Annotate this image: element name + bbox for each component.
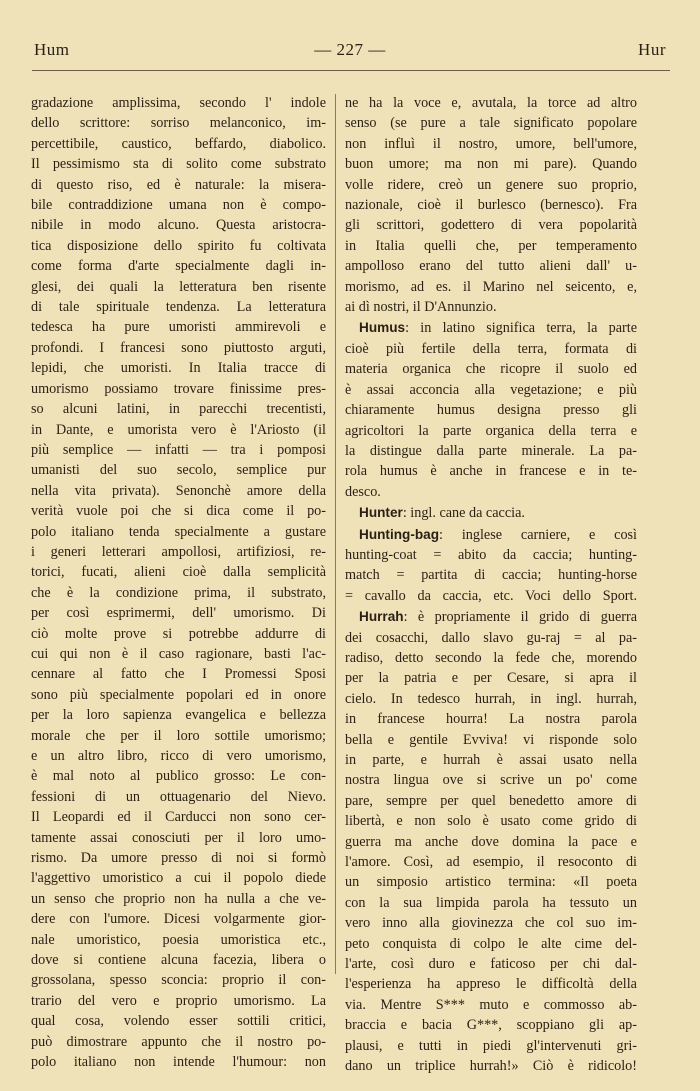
humour-entry-continuation xyxy=(31,93,326,1073)
text-line: è assai acconcia alla vegetazione; e più xyxy=(345,381,637,398)
text-line: = cavallo da caccia, etc. Voci dello Sport. xyxy=(345,587,637,604)
text-line: gli scrittori, godettero di vera popolarità xyxy=(345,217,637,234)
text-line: agricoltori la parte organica della terra e xyxy=(345,422,637,439)
text-line: plausi, e tutti in piedi gl'intervenuti gri- xyxy=(345,1037,637,1054)
text-line: cioè più fertile della terra, formata di xyxy=(345,340,637,357)
text-line: peto conquista di colpo le alte cime del- xyxy=(345,935,637,952)
text-line: grossolana, spesso sconcia: proprio il con- xyxy=(31,972,326,989)
text-line: rismo. Da umore presso di noi si formò xyxy=(31,850,326,867)
text-line: in francese hourra! La nostra parola xyxy=(345,711,637,728)
text-line: via. Mentre S*** muto e commosso ab- xyxy=(345,996,637,1013)
text-line: per così esprimermi, dell' umorismo. Di xyxy=(31,605,326,622)
text-line: i generi letterari ampollosi, artifiziosi, re- xyxy=(31,543,326,560)
text-line: guerra ma anche dove domina la pace e xyxy=(345,833,637,850)
page-number: — 227 — xyxy=(314,40,386,59)
text-line: e un altro libro, ricco di vero umorismo, xyxy=(31,748,326,764)
text-line: polo italiano non intende l'humour: non xyxy=(31,1054,326,1071)
text-line: dove si contiene alcuna facezia, libera o xyxy=(31,952,326,969)
text-line: un senso che proprio non ha nulla a che ve- xyxy=(31,890,326,907)
entry-hunting-bag xyxy=(345,525,637,607)
text-line: ne ha la voce e, avutala, la torce ad altro xyxy=(345,95,637,111)
humour-entry-end xyxy=(345,93,637,317)
text-line: non influì il nostro, umore, bell'umore, xyxy=(345,135,637,152)
text-line: che è la condizione prima, il substrato, xyxy=(31,584,326,601)
headword: Humus xyxy=(359,320,406,336)
entry-humus xyxy=(345,318,637,502)
text-line: sono più specialmente popolari ed in onore xyxy=(31,686,326,703)
text-line: qual cosa, volendo esser sottili critici, xyxy=(31,1013,326,1030)
text-line: dano un triplice hurrah!» Ciò è ridicolo! xyxy=(345,1058,637,1075)
text-line: materia organica che ricopre il suolo ed xyxy=(345,361,637,378)
text-line: un simposio artistico termina: «Il poeta xyxy=(345,874,637,891)
text-line: più semplice — infatti — tra i pomposi xyxy=(31,441,326,458)
text-line: ampolloso erano del tutto alieni dall' u- xyxy=(345,258,637,275)
text-line: Il Leopardi ed il Carducci non sono cer- xyxy=(31,809,326,826)
headword: Hurrah xyxy=(359,609,404,625)
text-line: desco. xyxy=(345,483,381,500)
text-line: la distingue dalla parte minerale. La pa- xyxy=(345,442,637,459)
text-line: lepidi, che umoristi. In Italia tracce di xyxy=(31,360,326,377)
left-column xyxy=(31,93,326,1073)
text-line: l'arte, così duro e faticoso per chi dal- xyxy=(345,956,637,973)
text-line: cielo. In tedesco hurrah, in ingl. hurrah, xyxy=(345,690,637,707)
text-line: con la sua limpida parola ha tessuto un xyxy=(345,894,637,911)
text-line: rola humus è anche in francese e in te- xyxy=(345,463,637,480)
text-line: Hunter: ingl. cane da caccia. xyxy=(359,505,525,522)
text-line: vero inno alla giovinezza che col suo im- xyxy=(345,915,637,932)
text-line: come forma d'arte specialmente dagli in- xyxy=(31,258,326,275)
header-rule xyxy=(32,70,670,71)
text-line: dere con l'umore. Dicesi volgarmente gior- xyxy=(31,911,326,928)
text-line: gradazione amplissima, secondo l' indole xyxy=(31,95,326,111)
text-line: Humus: in latino significa terra, la parte xyxy=(359,320,637,337)
text-line: senso (se pure a tale significato popolare xyxy=(345,115,637,132)
running-head-left: Hum xyxy=(34,40,70,59)
text-line: chiaramente humus designa presso gli xyxy=(345,402,637,419)
text-line: tica disposizione dello spirito fu coltivata xyxy=(31,237,326,254)
text-line: match = partita di caccia; hunting-horse xyxy=(345,567,637,584)
text-line: l'amore. Così, ad esempio, il resoconto di xyxy=(345,854,637,871)
text-line: dei cosacchi, dallo slavo gu-raj = al pa- xyxy=(345,629,637,646)
entry-hurrah xyxy=(345,607,637,1076)
text-line: per la patria e per Cesare, si apra il xyxy=(345,670,637,687)
text-line: hunting-coat = abito da caccia; hunting- xyxy=(345,546,637,563)
text-line: volle ridere, creò un genere suo proprio, xyxy=(345,176,637,193)
text-line: radiso, detto secondo la fede che, morendo xyxy=(345,649,637,666)
text-line: profondi. I francesi sono piuttosto arguti, xyxy=(31,339,326,356)
text-line: per la loro sapienza evangelica e bellezza xyxy=(31,707,326,724)
running-head-right: Hur xyxy=(638,40,666,59)
text-line: polo italiano tenda specialmente a gustare xyxy=(31,523,326,540)
text-line: pare, sempre per quel benedetto amore di xyxy=(345,792,637,809)
text-line: tamente assai conosciuti per il loro umo- xyxy=(31,829,326,846)
text-line: morismo, ad es. il Marino nel seicento, e, xyxy=(345,278,637,295)
text-line: verità vuole poi che si dica come il po- xyxy=(31,503,326,520)
text-line: Il pessimismo sta di solito come substrato xyxy=(31,156,326,173)
text-line: di questo riso, ed è naturale: la misera- xyxy=(31,176,326,193)
text-line: è mal noto al publico grosso: Le con- xyxy=(31,768,326,785)
text-line: ai dì nostri, il D'Annunzio. xyxy=(345,299,497,316)
text-line: nella vita privata). Senonchè amore della xyxy=(31,482,326,499)
text-line: tedesca ha pure umoristi ammirevoli e xyxy=(31,319,326,336)
text-line: torici, fucati, alieni cioè dalla semplicità xyxy=(31,564,326,581)
headword: Hunting-bag xyxy=(359,526,440,542)
text-line: può dimostrare appunto che il nostro po- xyxy=(31,1033,326,1050)
text-line: so alcuni latini, in parecchi trecentisti, xyxy=(31,401,326,418)
text-line: morale che per il loro sottile umorismo; xyxy=(31,727,326,744)
text-line: bella e gentile Evviva! vi risponde solo xyxy=(345,731,637,748)
text-line: braccia e bacia G***, scoppiano gli ap- xyxy=(345,1017,637,1034)
text-line: in Dante, e umorista vero è l'Ariosto (il xyxy=(31,421,326,438)
text-line: in parte, e hurrah è assai usato nella xyxy=(345,752,637,768)
text-line: nostra lingua ove si scrive un po' come xyxy=(345,772,637,789)
text-line: buon umore; ma non mi pare). Quando xyxy=(345,156,637,173)
text-line: fessioni di un ottuagenario del Nievo. xyxy=(31,788,326,805)
text-line: cennare al fatto che I Promessi Sposi xyxy=(31,666,326,683)
text-line: di tale spirituale tendenza. La letteratura xyxy=(31,299,326,316)
text-line: libertà, e non solo è usato come grido di xyxy=(345,813,637,830)
text-line: nale umoristico, poesia umoristica etc., xyxy=(31,931,326,948)
text-line: umanisti del suo secolo, semplice pur xyxy=(31,462,326,479)
text-line: Hurrah: è propriamente il grido di guerra xyxy=(359,609,637,626)
right-column xyxy=(345,93,637,1077)
text-line: l'aggettivo umoristico a cui il popolo diede xyxy=(31,870,326,887)
text-line: nazionale, cioè il burlesco (bernesco). Fra xyxy=(345,197,637,214)
column-divider xyxy=(335,94,336,974)
text-line: l'esperienza ha appreso le difficoltà della xyxy=(345,976,637,993)
text-line: nibile in modo alcuno. Questa aristocra- xyxy=(31,217,326,234)
text-line: percettibile, caustico, beffardo, diabolico. xyxy=(31,135,326,152)
text-line: in Italia quelli che, per temperamento xyxy=(345,237,637,254)
text-line: cui qui non è il caso ragionare, basti l'ac- xyxy=(31,645,326,662)
text-line: Hunting-bag: inglese carniere, e così xyxy=(359,526,637,543)
entry-hunter xyxy=(345,503,637,523)
text-line: bile contraddizione umana non è compo- xyxy=(31,197,326,214)
text-line: glesi, dei quali la letteratura ben risente xyxy=(31,278,326,295)
text-line: ciò molte prove si potrebbe addurre di xyxy=(31,625,326,642)
text-line: trario del vero e proprio umorismo. La xyxy=(31,992,326,1009)
text-line: umorismo possiamo trovare finissime pres- xyxy=(31,380,326,397)
headword: Hunter xyxy=(359,505,403,521)
text-line: dello scrittore: sorriso melanconico, im- xyxy=(31,115,326,132)
